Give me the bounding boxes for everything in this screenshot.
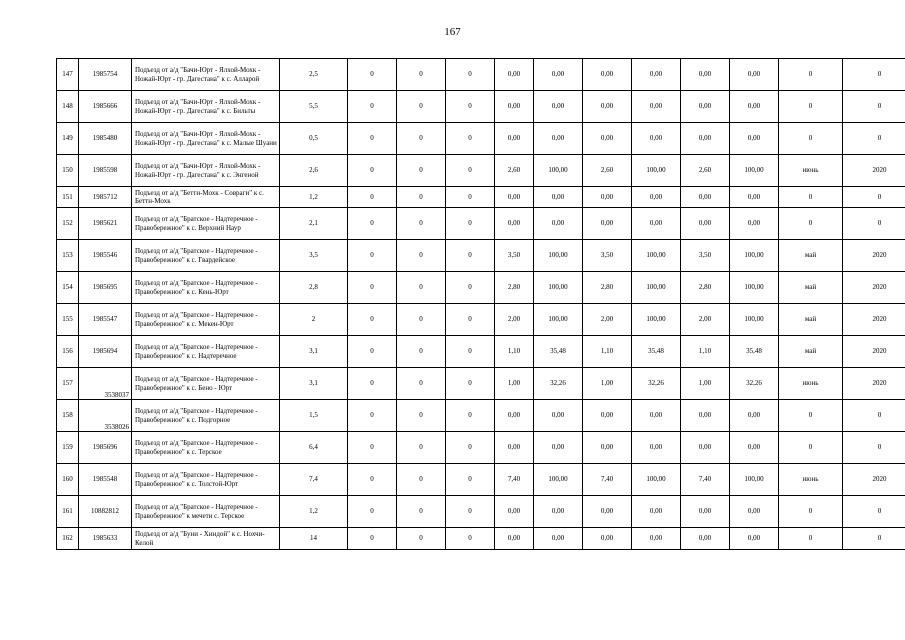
road-id-cell: 1985598 bbox=[79, 155, 132, 187]
table-row bbox=[57, 208, 905, 240]
value-cell: 0 bbox=[446, 91, 495, 123]
value-cell: 100,00 bbox=[730, 155, 779, 187]
value-cell: 2,00 bbox=[681, 304, 730, 336]
value-cell: 32,26 bbox=[534, 368, 583, 400]
row-number-cell: 148 bbox=[57, 91, 79, 123]
value-cell: 0,00 bbox=[534, 187, 583, 208]
value-cell: 1,00 bbox=[681, 368, 730, 400]
value-cell: 0 bbox=[779, 123, 843, 155]
table-row bbox=[57, 464, 905, 496]
value-cell: 1,2 bbox=[280, 496, 348, 528]
table-row bbox=[57, 304, 905, 336]
value-cell: 7,4 bbox=[280, 464, 348, 496]
road-id-cell: 3538026 bbox=[79, 400, 132, 432]
value-cell: 0,00 bbox=[495, 123, 534, 155]
value-cell: 0 bbox=[446, 432, 495, 464]
row-number-cell: 153 bbox=[57, 240, 79, 272]
value-cell: 3,50 bbox=[583, 240, 632, 272]
value-cell: 0 bbox=[397, 432, 446, 464]
value-cell: 0 bbox=[446, 464, 495, 496]
value-cell: 7,40 bbox=[681, 464, 730, 496]
value-cell: 5,5 bbox=[280, 91, 348, 123]
row-number-cell: 154 bbox=[57, 272, 79, 304]
table-row bbox=[57, 336, 905, 368]
value-cell: 0 bbox=[779, 59, 843, 91]
value-cell: 0 bbox=[446, 336, 495, 368]
road-id-cell: 1985694 bbox=[79, 336, 132, 368]
value-cell: 0 bbox=[397, 496, 446, 528]
value-cell: 0 bbox=[397, 240, 446, 272]
row-number-cell: 161 bbox=[57, 496, 79, 528]
value-cell: 0 bbox=[348, 59, 397, 91]
road-name-cell: Подъезд от а/д "Братское - Надтеречное - Правобережное" к с. Кень-Юрт bbox=[132, 272, 280, 304]
value-cell: 3,5 bbox=[280, 240, 348, 272]
value-cell: 0 bbox=[843, 187, 905, 208]
value-cell: 0,00 bbox=[632, 496, 681, 528]
value-cell: май bbox=[779, 272, 843, 304]
value-cell: 2,60 bbox=[681, 155, 730, 187]
road-id-cell: 1985695 bbox=[79, 272, 132, 304]
page-number: 167 bbox=[444, 26, 461, 38]
value-cell: 2,80 bbox=[583, 272, 632, 304]
value-cell: 0,00 bbox=[632, 208, 681, 240]
value-cell: 0 bbox=[779, 91, 843, 123]
road-id-cell: 1985666 bbox=[79, 91, 132, 123]
value-cell: 0,00 bbox=[495, 187, 534, 208]
road-name-cell: Подъезд от а/д "Бачи-Юрт - Ялхой-Мохк - Ножай-Юрт - гр. Дагестана" к с. Энгеной bbox=[132, 155, 280, 187]
value-cell: 0,00 bbox=[495, 59, 534, 91]
value-cell: 0 bbox=[843, 432, 905, 464]
value-cell: 0 bbox=[446, 155, 495, 187]
value-cell: 100,00 bbox=[632, 272, 681, 304]
value-cell: 0,00 bbox=[534, 123, 583, 155]
value-cell: 0,00 bbox=[730, 400, 779, 432]
value-cell: 1,10 bbox=[681, 336, 730, 368]
roads-table bbox=[56, 58, 905, 550]
road-name-cell: Подъезд от а/д "Бачи-Юрт - Ялхой-Мохк - Ножай-Юрт - гр. Дагестана" к с. Бильты bbox=[132, 91, 280, 123]
value-cell: 100,00 bbox=[632, 464, 681, 496]
value-cell: 3,50 bbox=[681, 240, 730, 272]
value-cell: 2020 bbox=[843, 304, 905, 336]
value-cell: 35,48 bbox=[632, 336, 681, 368]
value-cell: 0,00 bbox=[632, 400, 681, 432]
value-cell: 0,00 bbox=[495, 432, 534, 464]
value-cell: 1,00 bbox=[583, 368, 632, 400]
row-number-cell: 160 bbox=[57, 464, 79, 496]
value-cell: май bbox=[779, 336, 843, 368]
value-cell: 0 bbox=[348, 155, 397, 187]
value-cell: 1,10 bbox=[495, 336, 534, 368]
value-cell: 0,00 bbox=[534, 91, 583, 123]
value-cell: 0,00 bbox=[681, 432, 730, 464]
road-name-cell: Подъезд от а/д "Братское - Надтеречное - Правобережное" к с. Гвардейское bbox=[132, 240, 280, 272]
value-cell: 0 bbox=[397, 59, 446, 91]
value-cell: 0,00 bbox=[495, 208, 534, 240]
value-cell: 0 bbox=[397, 400, 446, 432]
value-cell: 0 bbox=[348, 464, 397, 496]
value-cell: 100,00 bbox=[534, 240, 583, 272]
value-cell: 0,00 bbox=[583, 187, 632, 208]
road-id-cell: 1985633 bbox=[79, 528, 132, 550]
road-name-cell: Подъезд от а/д "Братское - Надтеречное - Правобережное" к с. Толстой-Юрт bbox=[132, 464, 280, 496]
value-cell: 0 bbox=[446, 123, 495, 155]
value-cell: 2,1 bbox=[280, 208, 348, 240]
value-cell: 0 bbox=[397, 187, 446, 208]
road-name-cell: Подъезд от а/д "Братское - Надтеречное - Правобережное" к с. Терское bbox=[132, 432, 280, 464]
value-cell: 0,00 bbox=[730, 528, 779, 550]
row-number-cell: 157 bbox=[57, 368, 79, 400]
value-cell: 0,00 bbox=[583, 91, 632, 123]
value-cell: 2,8 bbox=[280, 272, 348, 304]
value-cell: 0,00 bbox=[534, 432, 583, 464]
value-cell: июнь bbox=[779, 155, 843, 187]
road-name-cell: Подъезд от а/д "Братское - Надтеречное - Правобережное" к с. Верхний Наур bbox=[132, 208, 280, 240]
value-cell: 0 bbox=[397, 123, 446, 155]
value-cell: 100,00 bbox=[730, 464, 779, 496]
value-cell: 0 bbox=[779, 528, 843, 550]
value-cell: 0 bbox=[843, 123, 905, 155]
value-cell: 0 bbox=[397, 336, 446, 368]
value-cell: 100,00 bbox=[730, 304, 779, 336]
value-cell: 0,5 bbox=[280, 123, 348, 155]
value-cell: 1,2 bbox=[280, 187, 348, 208]
value-cell: 0 bbox=[348, 496, 397, 528]
row-number-cell: 158 bbox=[57, 400, 79, 432]
value-cell: 2 bbox=[280, 304, 348, 336]
value-cell: 0 bbox=[397, 155, 446, 187]
value-cell: 0 bbox=[779, 432, 843, 464]
road-id-cell: 1985546 bbox=[79, 240, 132, 272]
row-number-cell: 156 bbox=[57, 336, 79, 368]
table-row bbox=[57, 240, 905, 272]
road-id-cell: 1985547 bbox=[79, 304, 132, 336]
value-cell: 0 bbox=[843, 400, 905, 432]
table-row bbox=[57, 432, 905, 464]
value-cell: 32,26 bbox=[730, 368, 779, 400]
value-cell: 0 bbox=[446, 304, 495, 336]
value-cell: 0,00 bbox=[730, 496, 779, 528]
road-id-cell: 1985696 bbox=[79, 432, 132, 464]
value-cell: май bbox=[779, 304, 843, 336]
road-id-cell: 1985548 bbox=[79, 464, 132, 496]
value-cell: 0,00 bbox=[632, 59, 681, 91]
road-name-cell: Подъезд от а/д "Братское - Надтеречное - Правобережное" к мечети с. Терское bbox=[132, 496, 280, 528]
value-cell: 0,00 bbox=[534, 208, 583, 240]
value-cell: 2,80 bbox=[681, 272, 730, 304]
value-cell: 0 bbox=[843, 91, 905, 123]
value-cell: 100,00 bbox=[534, 304, 583, 336]
value-cell: 0 bbox=[397, 528, 446, 550]
value-cell: 0,00 bbox=[583, 528, 632, 550]
value-cell: 0,00 bbox=[632, 187, 681, 208]
value-cell: 0,00 bbox=[495, 91, 534, 123]
value-cell: 0 bbox=[348, 208, 397, 240]
value-cell: 100,00 bbox=[632, 155, 681, 187]
value-cell: 0 bbox=[348, 123, 397, 155]
value-cell: 2,5 bbox=[280, 59, 348, 91]
value-cell: 3,1 bbox=[280, 336, 348, 368]
value-cell: 0 bbox=[446, 59, 495, 91]
table-row bbox=[57, 400, 905, 432]
value-cell: 100,00 bbox=[534, 464, 583, 496]
value-cell: 100,00 bbox=[730, 272, 779, 304]
road-name-cell: Подъезд от а/д "Бачи-Юрт - Ялхой-Мохк - Ножай-Юрт - гр. Дагестана" к с. Алларой bbox=[132, 59, 280, 91]
value-cell: 100,00 bbox=[534, 155, 583, 187]
row-number-cell: 151 bbox=[57, 187, 79, 208]
value-cell: 0,00 bbox=[632, 528, 681, 550]
value-cell: 0 bbox=[397, 208, 446, 240]
value-cell: 0,00 bbox=[583, 208, 632, 240]
value-cell: 14 bbox=[280, 528, 348, 550]
value-cell: 0,00 bbox=[730, 123, 779, 155]
value-cell: 0 bbox=[446, 400, 495, 432]
row-number-cell: 152 bbox=[57, 208, 79, 240]
table-row bbox=[57, 59, 905, 91]
value-cell: 0 bbox=[397, 368, 446, 400]
table-row bbox=[57, 368, 905, 400]
value-cell: 0,00 bbox=[583, 123, 632, 155]
value-cell: 35,48 bbox=[730, 336, 779, 368]
value-cell: 0,00 bbox=[681, 400, 730, 432]
table-row bbox=[57, 272, 905, 304]
road-id-cell: 1985754 bbox=[79, 59, 132, 91]
value-cell: 0 bbox=[348, 368, 397, 400]
value-cell: 0,00 bbox=[534, 496, 583, 528]
value-cell: 0 bbox=[348, 91, 397, 123]
value-cell: 7,40 bbox=[583, 464, 632, 496]
value-cell: 0 bbox=[348, 432, 397, 464]
value-cell: 0 bbox=[348, 400, 397, 432]
value-cell: 0 bbox=[348, 187, 397, 208]
road-name-cell: Подъезд от а/д "Буни - Хиндой" к с. Нохчи-Келой bbox=[132, 528, 280, 550]
value-cell: 0 bbox=[779, 208, 843, 240]
value-cell: 0 bbox=[843, 208, 905, 240]
value-cell: 0 bbox=[446, 496, 495, 528]
value-cell: 100,00 bbox=[534, 272, 583, 304]
value-cell: 0,00 bbox=[583, 432, 632, 464]
value-cell: 0,00 bbox=[583, 400, 632, 432]
row-number-cell: 149 bbox=[57, 123, 79, 155]
table-row bbox=[57, 496, 905, 528]
table-row bbox=[57, 123, 905, 155]
value-cell: 0 bbox=[843, 59, 905, 91]
value-cell: 0 bbox=[348, 240, 397, 272]
road-name-cell: Подъезд от а/д "Бачи-Юрт - Ялхой-Мохк - Ножай-Юрт - гр. Дагестана" к с. Малые Шуани bbox=[132, 123, 280, 155]
value-cell: 0,00 bbox=[632, 91, 681, 123]
value-cell: июнь bbox=[779, 368, 843, 400]
value-cell: 3,50 bbox=[495, 240, 534, 272]
value-cell: 7,40 bbox=[495, 464, 534, 496]
road-name-cell: Подъезд от а/д "Беттн-Мохк - Совраги" к с. Беттн-Мохк bbox=[132, 187, 280, 208]
value-cell: 0 bbox=[348, 528, 397, 550]
value-cell: 2,80 bbox=[495, 272, 534, 304]
value-cell: 0 bbox=[397, 304, 446, 336]
value-cell: 0 bbox=[446, 208, 495, 240]
value-cell: 0 bbox=[348, 272, 397, 304]
value-cell: 0,00 bbox=[583, 59, 632, 91]
value-cell: 0,00 bbox=[495, 496, 534, 528]
value-cell: 0,00 bbox=[730, 91, 779, 123]
value-cell: 0,00 bbox=[495, 528, 534, 550]
value-cell: 0,00 bbox=[681, 496, 730, 528]
value-cell: 0,00 bbox=[534, 528, 583, 550]
row-number-cell: 159 bbox=[57, 432, 79, 464]
value-cell: 0,00 bbox=[681, 59, 730, 91]
table-row bbox=[57, 528, 905, 550]
value-cell: 0,00 bbox=[681, 123, 730, 155]
value-cell: 2020 bbox=[843, 336, 905, 368]
value-cell: 2,60 bbox=[583, 155, 632, 187]
value-cell: 0,00 bbox=[681, 187, 730, 208]
value-cell: 32,26 bbox=[632, 368, 681, 400]
value-cell: 2020 bbox=[843, 155, 905, 187]
value-cell: 2020 bbox=[843, 464, 905, 496]
value-cell: 0 bbox=[446, 272, 495, 304]
value-cell: 0,00 bbox=[632, 123, 681, 155]
value-cell: 1,5 bbox=[280, 400, 348, 432]
road-id-cell: 1985480 bbox=[79, 123, 132, 155]
value-cell: 0 bbox=[779, 400, 843, 432]
value-cell: 0,00 bbox=[681, 528, 730, 550]
road-id-cell: 1985712 bbox=[79, 187, 132, 208]
value-cell: 0,00 bbox=[730, 59, 779, 91]
road-id-cell: 3538037 bbox=[79, 368, 132, 400]
value-cell: 35,48 bbox=[534, 336, 583, 368]
value-cell: 0 bbox=[446, 187, 495, 208]
value-cell: июнь bbox=[779, 464, 843, 496]
value-cell: 2,60 bbox=[495, 155, 534, 187]
value-cell: 0,00 bbox=[583, 496, 632, 528]
value-cell: 0 bbox=[446, 368, 495, 400]
row-number-cell: 155 bbox=[57, 304, 79, 336]
value-cell: 2,00 bbox=[583, 304, 632, 336]
value-cell: 100,00 bbox=[632, 304, 681, 336]
road-id-cell: 10882812 bbox=[79, 496, 132, 528]
road-name-cell: Подъезд от а/д "Братское - Надтеречное - Правобережное" к с. Подгорное bbox=[132, 400, 280, 432]
value-cell: 0,00 bbox=[730, 208, 779, 240]
value-cell: 0 bbox=[348, 304, 397, 336]
value-cell: 100,00 bbox=[632, 240, 681, 272]
value-cell: 0,00 bbox=[681, 91, 730, 123]
table-body bbox=[57, 59, 905, 550]
value-cell: 0,00 bbox=[534, 400, 583, 432]
value-cell: 2,00 bbox=[495, 304, 534, 336]
value-cell: 2020 bbox=[843, 272, 905, 304]
value-cell: 0,00 bbox=[495, 400, 534, 432]
value-cell: 2020 bbox=[843, 368, 905, 400]
value-cell: 0 bbox=[446, 528, 495, 550]
value-cell: 0 bbox=[843, 496, 905, 528]
value-cell: 0,00 bbox=[681, 208, 730, 240]
road-name-cell: Подъезд от а/д "Братское - Надтеречное - Правобережное" к с. Надтеречное bbox=[132, 336, 280, 368]
value-cell: 6,4 bbox=[280, 432, 348, 464]
road-name-cell: Подъезд от а/д "Братское - Надтеречное - Правобережное" к с. Мекен-Юрт bbox=[132, 304, 280, 336]
value-cell: 0,00 bbox=[730, 187, 779, 208]
value-cell: 0 bbox=[397, 464, 446, 496]
value-cell: 0,00 bbox=[730, 432, 779, 464]
value-cell: 3,1 bbox=[280, 368, 348, 400]
table-row bbox=[57, 155, 905, 187]
value-cell: 0 bbox=[843, 528, 905, 550]
row-number-cell: 150 bbox=[57, 155, 79, 187]
value-cell: 100,00 bbox=[730, 240, 779, 272]
value-cell: май bbox=[779, 240, 843, 272]
value-cell: 0 bbox=[779, 496, 843, 528]
row-number-cell: 147 bbox=[57, 59, 79, 91]
row-number-cell: 162 bbox=[57, 528, 79, 550]
road-id-cell: 1985621 bbox=[79, 208, 132, 240]
value-cell: 0 bbox=[779, 187, 843, 208]
value-cell: 0 bbox=[397, 91, 446, 123]
value-cell: 0,00 bbox=[632, 432, 681, 464]
table-row bbox=[57, 91, 905, 123]
value-cell: 1,00 bbox=[495, 368, 534, 400]
value-cell: 2020 bbox=[843, 240, 905, 272]
value-cell: 0 bbox=[348, 336, 397, 368]
table-row bbox=[57, 187, 905, 208]
value-cell: 1,10 bbox=[583, 336, 632, 368]
road-name-cell: Подъезд от а/д "Братское - Надтеречное - Правобережное" к с. Бено - Юрт bbox=[132, 368, 280, 400]
value-cell: 0 bbox=[446, 240, 495, 272]
value-cell: 2,6 bbox=[280, 155, 348, 187]
value-cell: 0,00 bbox=[534, 59, 583, 91]
value-cell: 0 bbox=[397, 272, 446, 304]
